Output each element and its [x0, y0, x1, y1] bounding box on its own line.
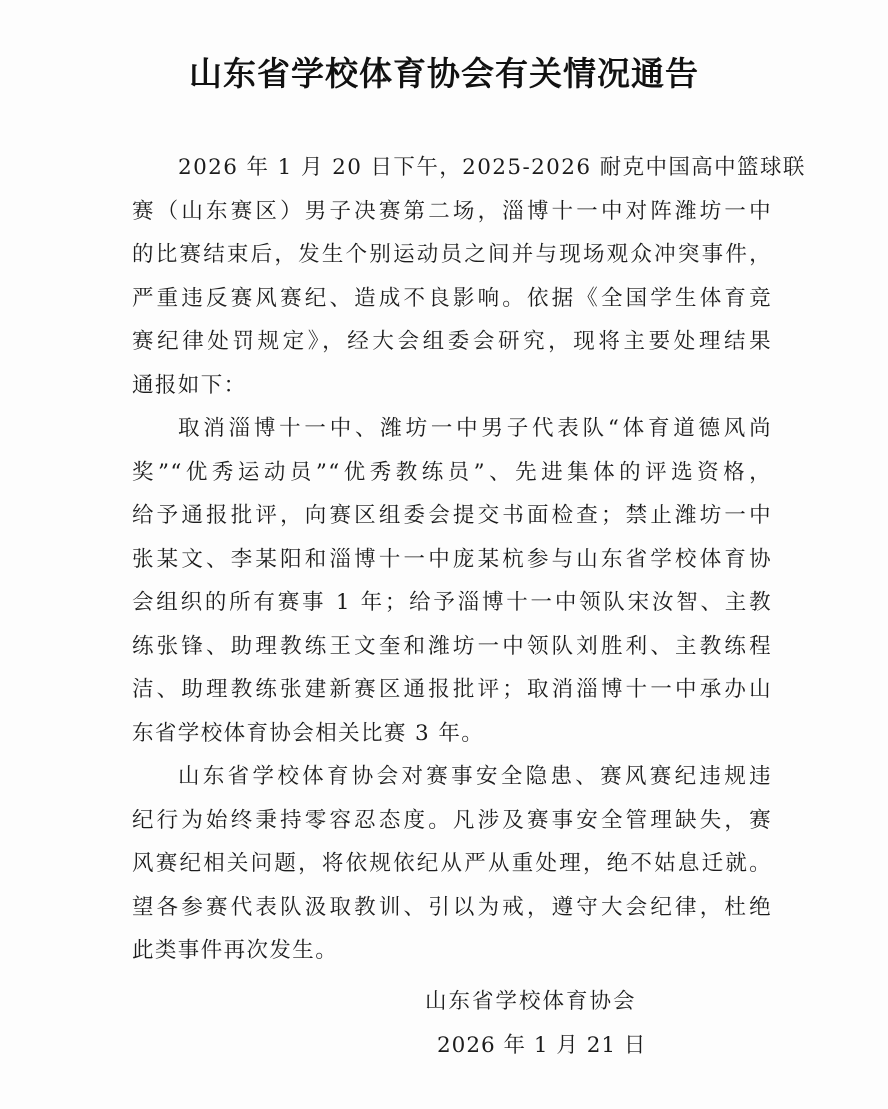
document-title: 山东省学校体育协会有关情况通告 — [189, 54, 699, 93]
text-line: 洁、助理教练张建新赛区通报批评；取消淄博十一中承办山 — [132, 677, 772, 702]
text-line: 的比赛结束后，发生个别运动员之间并与现场观众冲突事件， — [132, 242, 772, 267]
signature-date: 2026 年 1 月 21 日 — [437, 1033, 647, 1058]
text-line: 望各参赛代表队汲取教训、引以为戒，遵守大会纪律，杜绝 — [132, 894, 772, 920]
document-body — [132, 146, 806, 973]
text-line: 奖”“优秀运动员”“优秀教练员”、先进集体的评选资格， — [132, 459, 772, 485]
text-line: 山东省学校体育协会对赛事安全隐患、赛风赛纪违规违 — [178, 764, 772, 789]
text-line: 2026 年 1 月 20 日下午，2025-2026 耐克中国高中篮球联 — [178, 155, 806, 180]
text-line: 通报如下： — [132, 372, 247, 398]
text-line: 此类事件再次发生。 — [132, 938, 339, 963]
text-line: 严重违反赛风赛纪、造成不良影响。依据《全国学生体育竞 — [132, 285, 772, 311]
text-line: 赛（山东赛区）男子决赛第二场，淄博十一中对阵潍坊一中 — [132, 198, 772, 224]
paragraph-penalties — [132, 407, 772, 755]
text-line: 取消淄博十一中、潍坊一中男子代表队“体育道德风尚 — [178, 416, 772, 441]
paragraph-incident — [132, 146, 806, 407]
text-line: 纪行为始终秉持零容忍态度。凡涉及赛事安全管理缺失，赛 — [132, 807, 772, 833]
text-line: 风赛纪相关问题，将依规依纪从严从重处理，绝不姑息迁就。 — [132, 851, 772, 876]
paragraph-statement — [132, 755, 772, 973]
signature-organization: 山东省学校体育协会 — [425, 989, 637, 1014]
text-line: 东省学校体育协会相关比赛 3 年。 — [132, 720, 485, 746]
text-line: 练张锋、助理教练王文奎和潍坊一中领队刘胜利、主教练程 — [132, 633, 772, 659]
text-line: 赛纪律处罚规定》，经大会组委会研究，现将主要处理结果 — [132, 329, 772, 354]
text-line: 会组织的所有赛事 1 年；给予淄博十一中领队宋汝智、主教 — [132, 590, 772, 615]
text-line: 给予通报批评，向赛区组委会提交书面检查；禁止潍坊一中 — [132, 503, 772, 528]
text-line: 张某文、李某阳和淄博十一中庞某杭参与山东省学校体育协 — [132, 546, 772, 572]
